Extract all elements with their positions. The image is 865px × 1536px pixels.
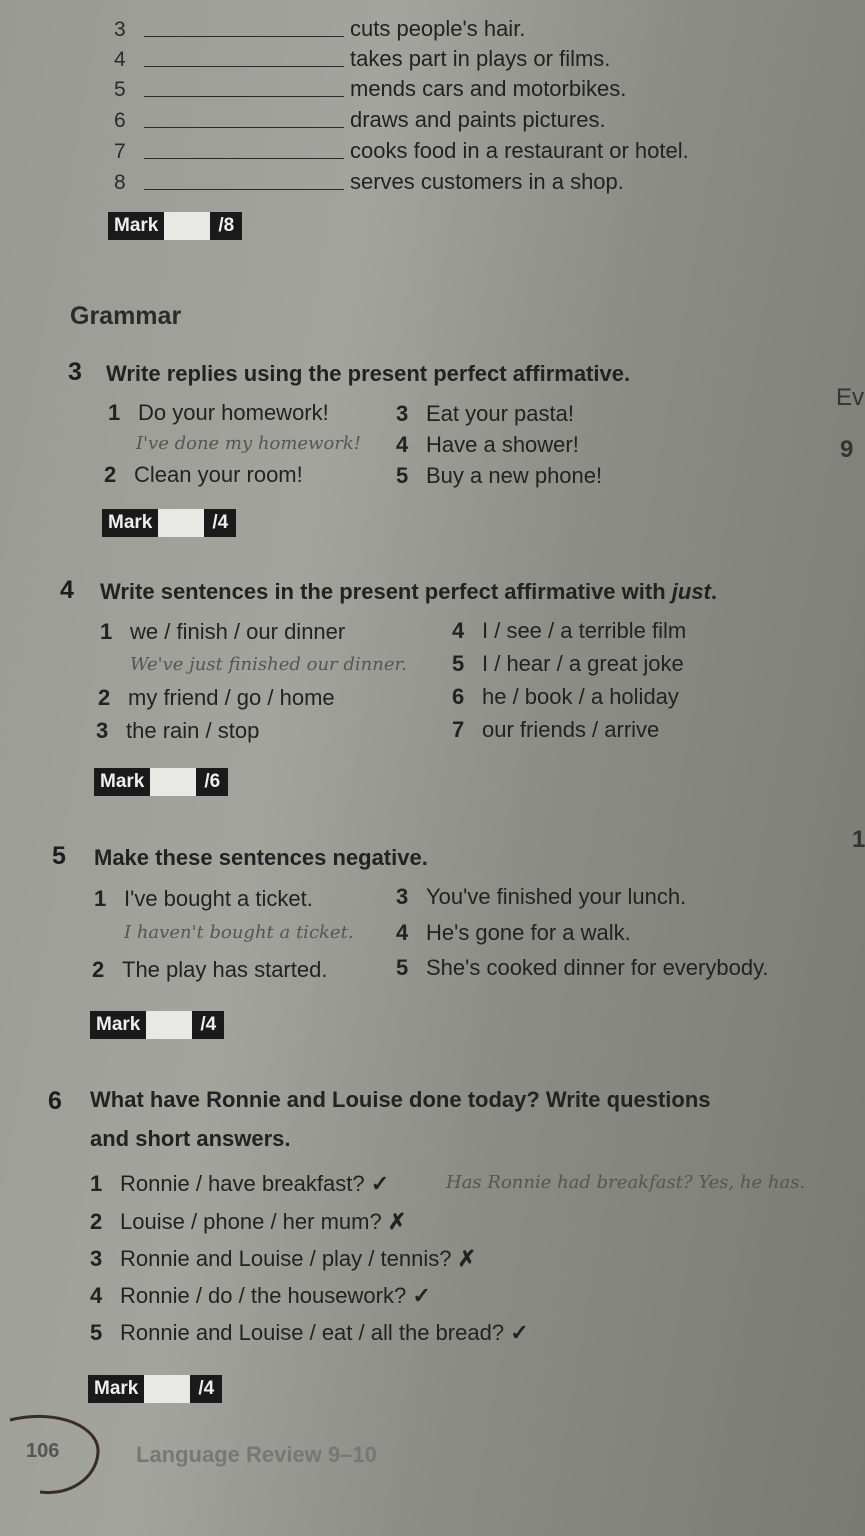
answer-line bbox=[144, 96, 344, 97]
footer-title: Language Review 9–10 bbox=[136, 1442, 377, 1467]
exercise-item: 4 I / see / a terrible film bbox=[452, 618, 687, 643]
exercise-item: 5 Buy a new phone! bbox=[396, 463, 603, 488]
mark-score: /4 bbox=[190, 1375, 222, 1403]
vocab-text: takes part in plays or films. bbox=[350, 46, 611, 71]
mark-blank[interactable] bbox=[164, 212, 210, 240]
exercise-instruction: What have Ronnie and Louise done today? Write questions bbox=[90, 1087, 711, 1112]
exercise-item: 4 Ronnie / do / the housework? ✓ bbox=[90, 1283, 431, 1308]
exercise-item: 7 our friends / arrive bbox=[452, 717, 660, 742]
vocab-text: cooks food in a restaurant or hotel. bbox=[350, 138, 689, 163]
exercise-item: 5 I / hear / a great joke bbox=[452, 651, 684, 676]
vocab-number: 3 bbox=[114, 18, 126, 41]
example-answer: We've just finished our dinner. bbox=[130, 654, 407, 675]
exercise-number: 5 bbox=[52, 842, 66, 870]
cross-icon: ✗ bbox=[387, 1209, 407, 1234]
mark-score: /4 bbox=[204, 509, 236, 537]
exercise-item: 5 She's cooked dinner for everybody. bbox=[396, 955, 769, 980]
mark-blank[interactable] bbox=[146, 1011, 192, 1039]
example-answer: I haven't bought a ticket. bbox=[124, 922, 354, 943]
example-answer: Has Ronnie had breakfast? Yes, he has. bbox=[446, 1172, 806, 1193]
mark-blank[interactable] bbox=[150, 768, 196, 796]
adjacent-page-number: 1 bbox=[852, 826, 865, 853]
vocab-text: serves customers in a shop. bbox=[350, 169, 624, 194]
mark-blank[interactable] bbox=[144, 1375, 190, 1403]
exercise-item: 2 my friend / go / home bbox=[98, 685, 335, 710]
mark-box bbox=[94, 768, 228, 796]
exercise-instruction: Write sentences in the present perfect affirmative with just. bbox=[100, 579, 718, 604]
mark-score: /6 bbox=[196, 768, 228, 796]
mark-label: Mark bbox=[108, 212, 164, 240]
exercise-item: 3 Ronnie and Louise / play / tennis? ✗ bbox=[90, 1246, 477, 1271]
mark-box bbox=[90, 1011, 224, 1039]
mark-label: Mark bbox=[88, 1375, 144, 1403]
mark-box bbox=[108, 212, 242, 240]
exercise-item: 2 Louise / phone / her mum? ✗ bbox=[90, 1209, 407, 1234]
tick-icon: ✓ bbox=[510, 1320, 529, 1345]
mark-label: Mark bbox=[90, 1011, 146, 1039]
exercise-item: 1 Do your homework! bbox=[108, 400, 329, 425]
section-heading: Grammar bbox=[70, 302, 182, 330]
vocab-number: 5 bbox=[114, 78, 126, 101]
vocab-text: cuts people's hair. bbox=[350, 16, 526, 41]
answer-line bbox=[144, 189, 344, 190]
vocab-number: 6 bbox=[114, 109, 126, 132]
tick-icon: ✓ bbox=[412, 1283, 431, 1308]
mark-box bbox=[88, 1375, 222, 1403]
exercise-item: 2 Clean your room! bbox=[104, 462, 303, 487]
answer-line bbox=[144, 36, 344, 37]
exercise-instruction: Write replies using the present perfect affirmative. bbox=[106, 361, 631, 386]
exercise-item: 6 he / book / a holiday bbox=[452, 684, 679, 709]
page-number: 106 bbox=[26, 1440, 60, 1462]
example-answer: I've done my homework! bbox=[136, 433, 362, 454]
exercise-item: 3 Eat your pasta! bbox=[396, 401, 574, 426]
vocab-number: 7 bbox=[114, 140, 126, 163]
mark-box bbox=[102, 509, 236, 537]
vocab-text: mends cars and motorbikes. bbox=[350, 76, 627, 101]
exercise-number: 6 bbox=[48, 1087, 62, 1115]
vocab-text: draws and paints pictures. bbox=[350, 107, 606, 132]
adjacent-page-text: Ev bbox=[836, 384, 865, 411]
exercise-item: 3 You've finished your lunch. bbox=[396, 884, 687, 909]
mark-label: Mark bbox=[94, 768, 150, 796]
exercise-instruction: and short answers. bbox=[90, 1126, 291, 1151]
exercise-item: 4 He's gone for a walk. bbox=[396, 920, 631, 945]
cross-icon: ✗ bbox=[457, 1246, 477, 1271]
exercise-number: 4 bbox=[60, 576, 74, 604]
exercise-instruction: Make these sentences negative. bbox=[94, 845, 428, 870]
exercise-item: 5 Ronnie and Louise / eat / all the bread? ✓ bbox=[90, 1320, 529, 1345]
exercise-item: 3 the rain / stop bbox=[96, 718, 260, 743]
exercise-item: 1 Ronnie / have breakfast? ✓ bbox=[90, 1171, 390, 1196]
answer-line bbox=[144, 158, 344, 159]
answer-line bbox=[144, 66, 344, 67]
vocab-number: 8 bbox=[114, 171, 126, 194]
vocab-number: 4 bbox=[114, 48, 126, 71]
answer-line bbox=[144, 127, 344, 128]
tick-icon: ✓ bbox=[370, 1171, 390, 1196]
exercise-item: 2 The play has started. bbox=[92, 957, 328, 982]
mark-blank[interactable] bbox=[158, 509, 204, 537]
exercise-number: 3 bbox=[68, 358, 82, 386]
mark-label: Mark bbox=[102, 509, 158, 537]
exercise-item: 1 we / finish / our dinner bbox=[100, 619, 346, 644]
exercise-item: 1 I've bought a ticket. bbox=[94, 886, 313, 911]
mark-score: /8 bbox=[210, 212, 242, 240]
exercise-item: 4 Have a shower! bbox=[396, 432, 579, 457]
page-number-circle-mark bbox=[0, 1408, 120, 1498]
adjacent-page-number: 9 bbox=[840, 436, 854, 463]
mark-score: /4 bbox=[192, 1011, 224, 1039]
